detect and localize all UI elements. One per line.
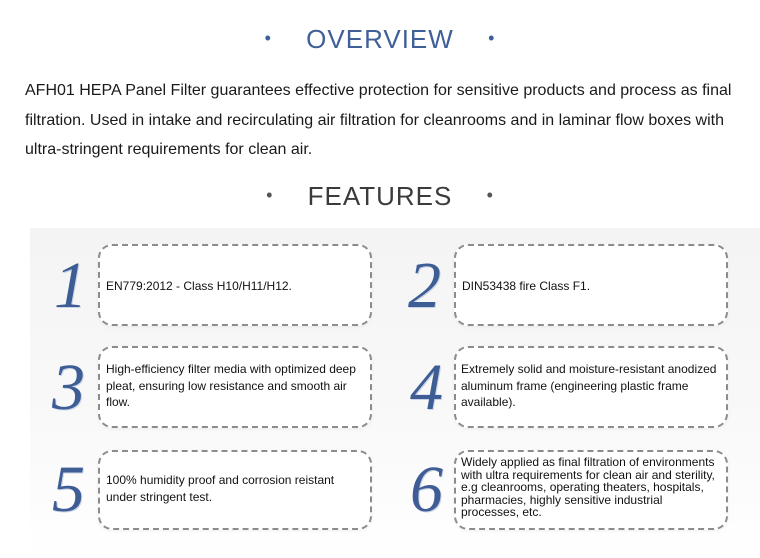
overview-paragraph: AFH01 HEPA Panel Filter guarantees effective protection for sensitive products and process as final filtration. Used in intake and recirculating air filtration for cleanrooms and in laminar flow boxes with ultra-stringent requirements for clean air. [25, 82, 732, 158]
feature-number: 3 [52, 351, 85, 424]
feature-text: High-efficiency filter media with optimized deep pleat, ensuring low resistance and smooth air flow. [106, 362, 356, 409]
feature-number: 1 [54, 249, 87, 322]
overview-title: OVERVIEW [306, 24, 454, 54]
bullet-dot-left: • [266, 185, 274, 205]
feature-number: 4 [410, 351, 443, 424]
bullet-dot-left: • [264, 28, 272, 48]
bullet-dot-right: • [486, 185, 494, 205]
overview-heading [0, 24, 760, 55]
bullet-dot-right: • [488, 28, 496, 48]
feature-text: Extremely solid and moisture-resistant anodized aluminum frame (engineering plastic frame available). [461, 362, 717, 409]
feature-text: EN779:2012 - Class H10/H11/H12. [106, 279, 292, 293]
feature-text: 100% humidity proof and corrosion reistant under stringent test. [106, 473, 335, 504]
features-heading [0, 181, 760, 212]
features-title: FEATURES [307, 181, 453, 211]
feature-number: 6 [410, 453, 443, 526]
feature-text: Widely applied as final filtration of environments with ultra requirements for clean air and sterility, e.g cleanrooms, operating theaters, hospitals, pharmacies, highly sensitive industrial processes, etc. [461, 455, 715, 519]
feature-number: 5 [52, 453, 85, 526]
feature-text: DIN53438 fire Class F1. [462, 279, 591, 293]
feature-number: 2 [408, 249, 441, 322]
